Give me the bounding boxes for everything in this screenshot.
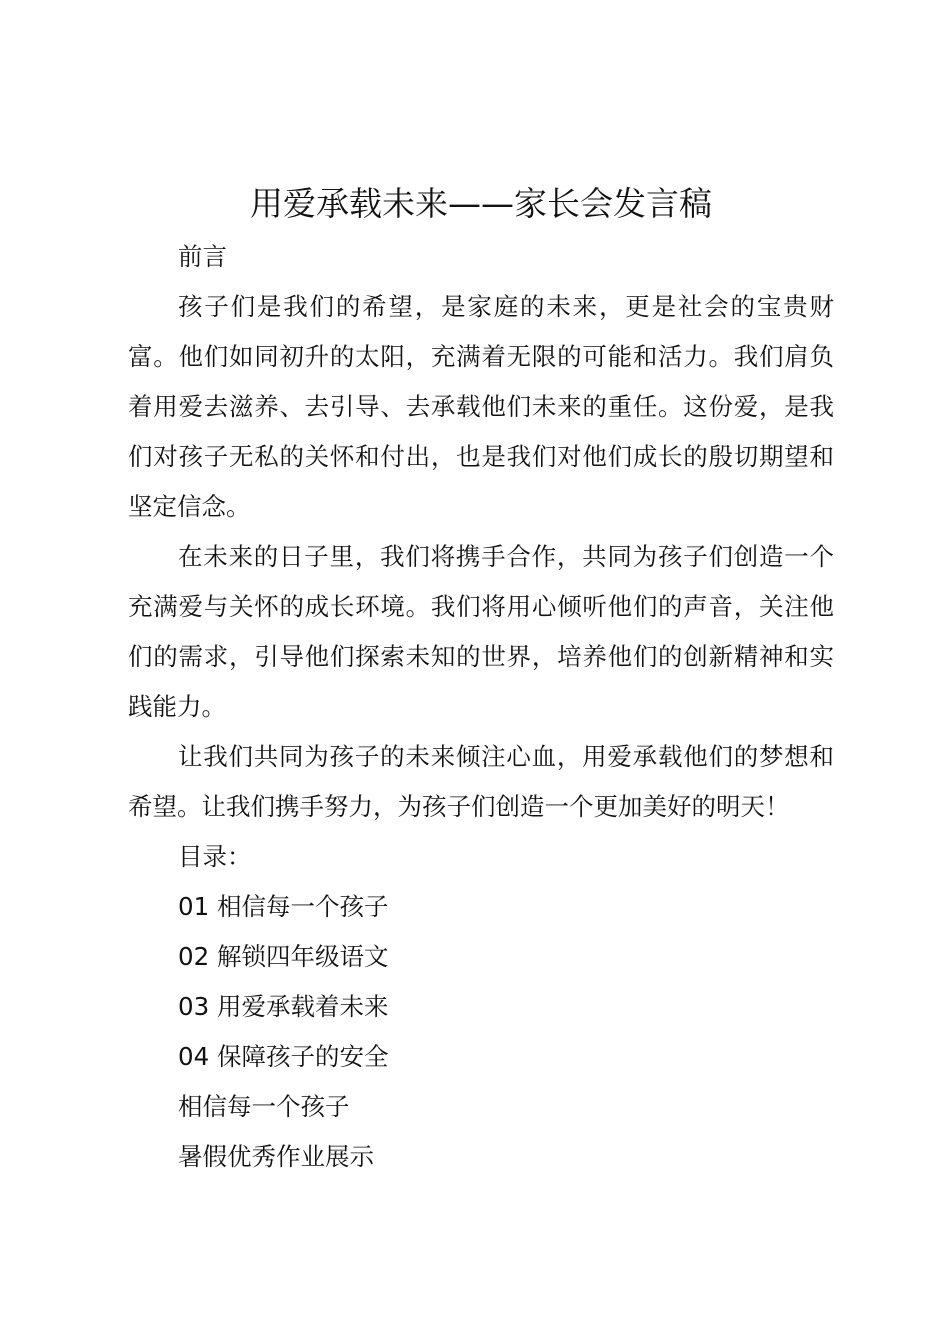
toc-item: 01 相信每一个孩子 bbox=[178, 892, 389, 921]
toc-list bbox=[128, 882, 834, 1082]
toc-heading: 目录： bbox=[178, 842, 252, 871]
toc-item: 02 解锁四年级语文 bbox=[178, 942, 389, 971]
toc-item: 03 用爱承载着未来 bbox=[178, 992, 389, 1021]
section-heading: 相信每一个孩子 bbox=[178, 1092, 350, 1121]
document-title: 用爱承载未来——家长会发言稿 bbox=[250, 184, 712, 223]
document-page bbox=[128, 178, 834, 1182]
paragraph-3: 让我们共同为孩子的未来倾注心血，用爱承载他们的梦想和希望。让我们携手努力，为孩子们创造一个更加美好的明天！ bbox=[128, 742, 834, 821]
toc-item: 04 保障孩子的安全 bbox=[178, 1042, 389, 1071]
paragraph-1: 孩子们是我们的希望，是家庭的未来，更是社会的宝贵财富。他们如同初升的太阳，充满着无限的可能和活力。我们肩负着用爱去滋养、去引导、去承载他们未来的重任。这份爱，是我们对孩子无私的关怀和付出，也是我们对他们成长的殷切期望和坚定信念。 bbox=[128, 292, 834, 521]
preface-heading: 前言 bbox=[178, 242, 227, 271]
paragraph-2: 在未来的日子里，我们将携手合作，共同为孩子们创造一个充满爱与关怀的成长环境。我们将用心倾听他们的声音，关注他们的需求，引导他们探索未知的世界，培养他们的创新精神和实践能力。 bbox=[128, 542, 834, 721]
section-subheading: 暑假优秀作业展示 bbox=[178, 1142, 374, 1171]
